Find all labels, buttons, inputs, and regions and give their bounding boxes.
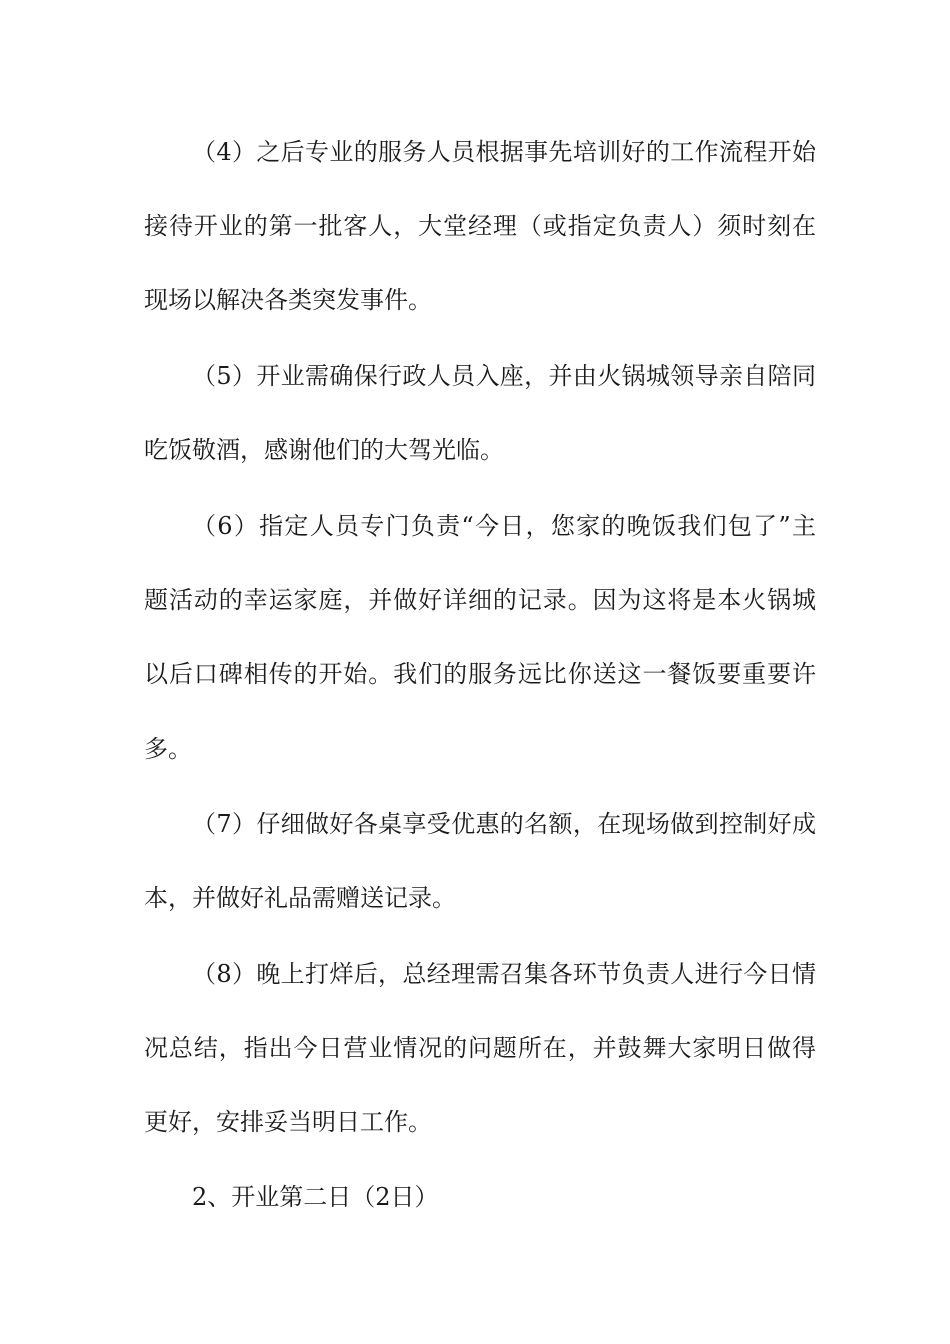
paragraph-5-line-2: 吃饭敬酒，感谢他们的大驾光临。 bbox=[144, 436, 504, 464]
paragraph-6-line-2: 题活动的幸运家庭，并做好详细的记录。因为这将是本火锅城 bbox=[144, 586, 816, 614]
paragraph-6-line-4: 多。 bbox=[144, 735, 192, 763]
paragraph-8-line-2: 况总结，指出今日营业情况的问题所在，并鼓舞大家明日做得 bbox=[144, 1034, 816, 1062]
paragraph-6-line-1: （6）指定人员专门负责“今日，您家的晚饭我们包了”主 bbox=[192, 512, 816, 540]
paragraph-4-line-2: 接待开业的第一批客人，大堂经理（或指定负责人）须时刻在 bbox=[144, 212, 816, 240]
paragraph-4-line-3: 现场以解决各类突发事件。 bbox=[144, 286, 432, 314]
paragraph-4-line-1: （4）之后专业的服务人员根据事先培训好的工作流程开始 bbox=[192, 138, 816, 166]
section-heading: 2、开业第二日（2日） bbox=[192, 1183, 439, 1211]
paragraph-5-line-1: （5）开业需确保行政人员入座，并由火锅城领导亲自陪同 bbox=[192, 362, 816, 390]
paragraph-8-line-3: 更好，安排妥当明日工作。 bbox=[144, 1108, 432, 1136]
paragraph-8-line-1: （8）晚上打烊后，总经理需召集各环节负责人进行今日情 bbox=[192, 960, 816, 988]
paragraph-7-line-2: 本，并做好礼品需赠送记录。 bbox=[144, 884, 456, 912]
paragraph-7-line-1: （7）仔细做好各桌享受优惠的名额，在现场做到控制好成 bbox=[192, 810, 816, 838]
paragraph-6-line-3: 以后口碑相传的开始。我们的服务远比你送这一餐饭要重要许 bbox=[144, 660, 816, 688]
